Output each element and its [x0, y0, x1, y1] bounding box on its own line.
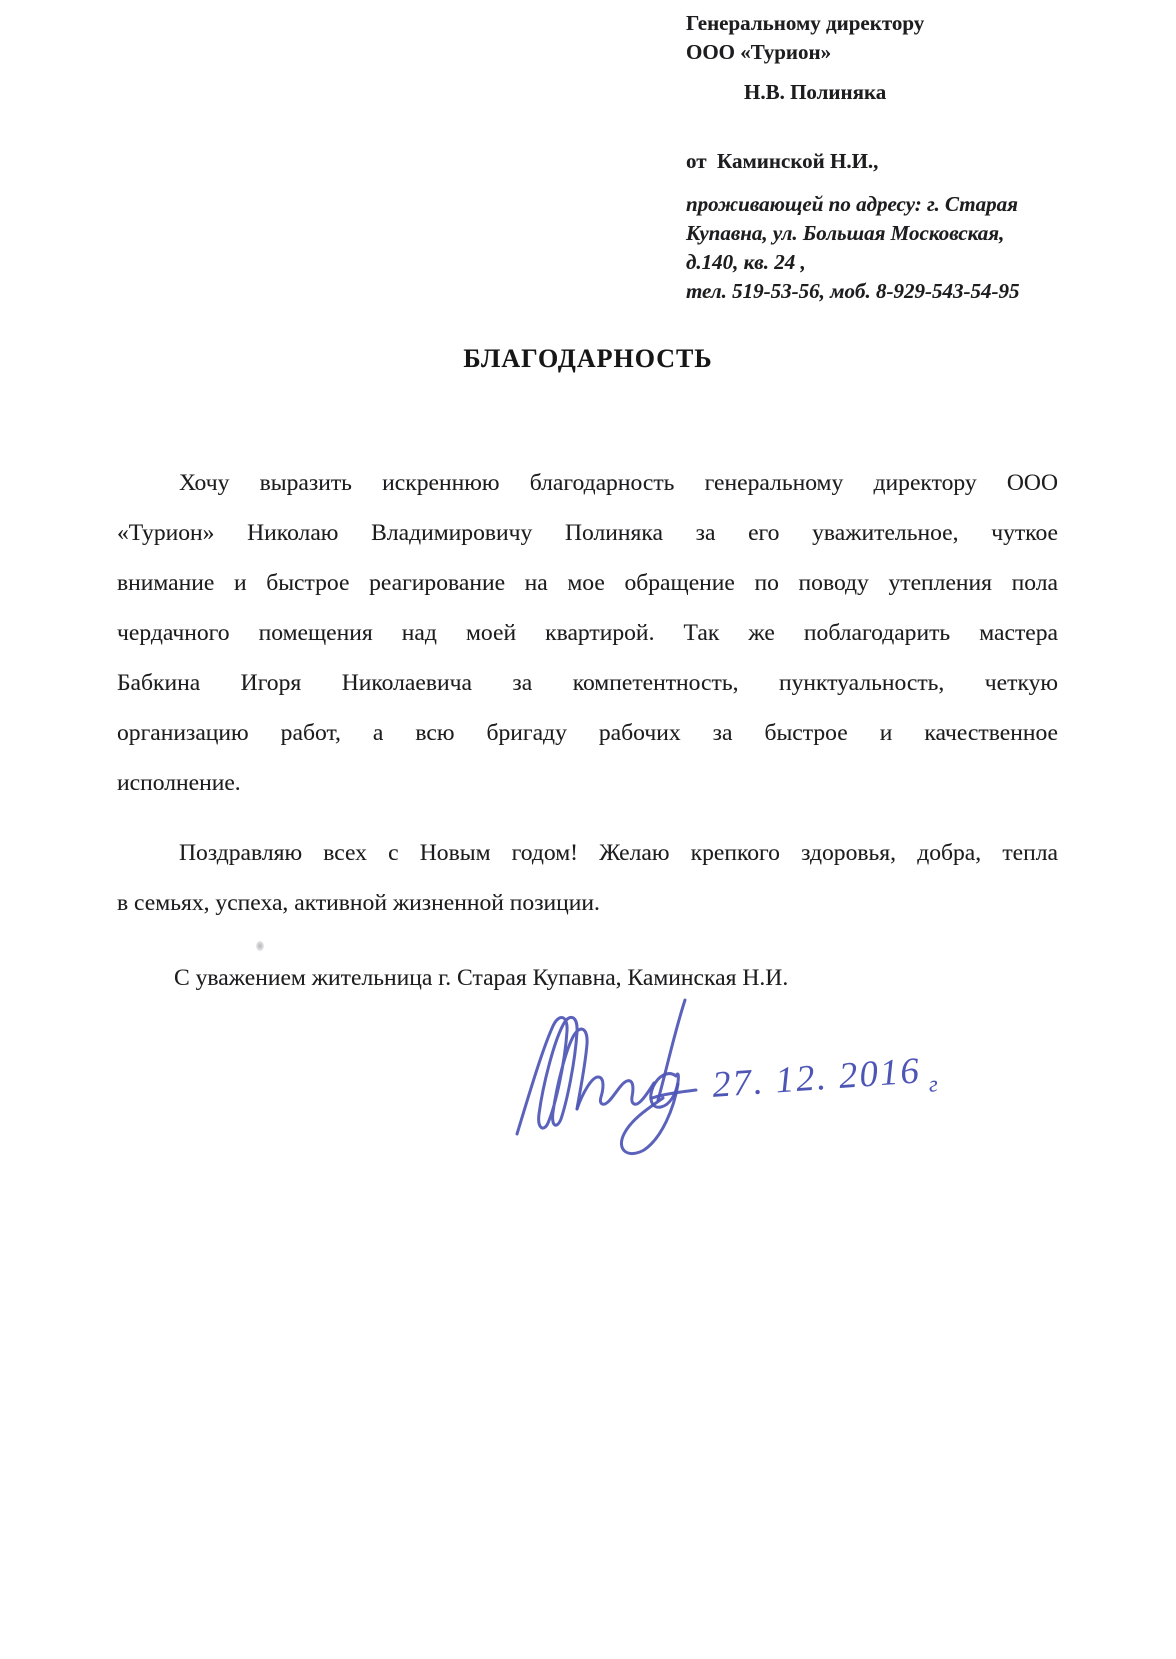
- letter-header-block: [686, 9, 1106, 306]
- body-line: внимание и быстрое реагирование на мое обращение по поводу утепления пола: [117, 570, 1058, 596]
- sender-address-block: [686, 190, 1106, 306]
- sender-address-line: тел. 519-53-56, моб. 8-929-543-54-95: [686, 279, 1020, 303]
- body-line: Бабкина Игоря Николаевича за компетентность, пунктуальность, четкую: [117, 670, 1058, 696]
- signature-date-suffix: г: [927, 1071, 941, 1097]
- sender-address-line: Купавна, ул. Большая Московская,: [686, 221, 1005, 245]
- recipient-company-line: ООО «Турион»: [686, 40, 832, 64]
- body-line: Хочу выразить искреннюю благодарность генеральному директору ООО: [179, 470, 1058, 496]
- body-line: исполнение.: [117, 770, 241, 796]
- body-line: в семьях, успеха, активной жизненной позиции.: [117, 890, 600, 916]
- scan-artifact: [256, 941, 264, 951]
- signature-date-value: 27. 12. 2016: [710, 1050, 923, 1106]
- recipient-name: Н.В. Полиняка: [744, 80, 887, 104]
- closing-line: С уважением жительница г. Старая Купавна, Каминская Н.И.: [174, 965, 789, 991]
- body-line: чердачного помещения над моей квартирой. Так же поблагодарить мастера: [117, 620, 1058, 646]
- sender-from-line: от Каминской Н.И.,: [686, 149, 879, 173]
- body-paragraph-1: [117, 458, 1058, 808]
- body-line: «Турион» Николаю Владимировичу Полиняка за его уважительное, чуткое: [117, 520, 1058, 546]
- letter-title: БЛАГОДАРНОСТЬ: [463, 344, 713, 373]
- recipient-title-line: Генеральному директору: [686, 11, 925, 35]
- signature-stroke: [658, 1000, 685, 1100]
- body-line: Поздравляю всех с Новым годом! Желаю крепкого здоровья, добра, тепла: [179, 840, 1058, 866]
- sender-address-line: д.140, кв. 24 ,: [686, 250, 806, 274]
- sender-address-line: проживающей по адресу: г. Старая: [686, 192, 1018, 216]
- signature-stroke: [517, 1017, 587, 1134]
- signature-stroke: [577, 1077, 654, 1109]
- body-line: организацию работ, а всю бригаду рабочих за быстрое и качественное: [117, 720, 1058, 746]
- body-paragraph-2: [117, 828, 1058, 928]
